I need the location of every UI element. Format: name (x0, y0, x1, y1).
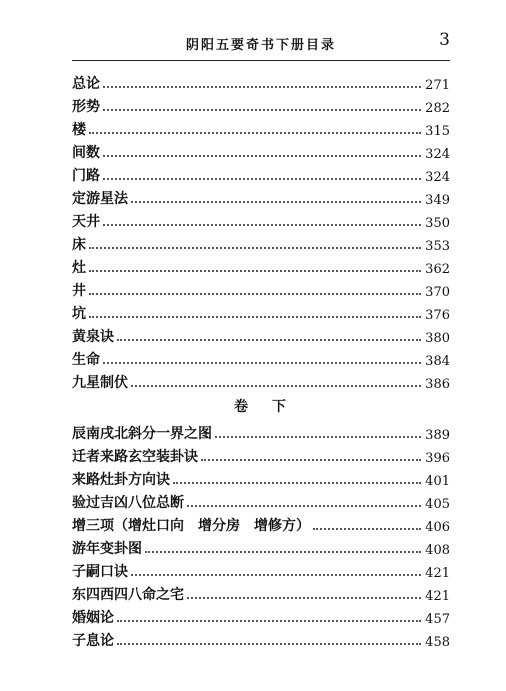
leader-dots (103, 155, 421, 157)
toc-entry-page: 401 (425, 474, 450, 489)
toc-entry[interactable] (72, 254, 450, 277)
toc-entry-title: 床 (72, 237, 86, 253)
toc-entry-title: 九星制伏 (72, 375, 128, 391)
toc-entry-page: 353 (425, 239, 450, 254)
toc-entry-page: 384 (425, 354, 450, 369)
toc-entry-page: 389 (425, 428, 450, 443)
toc-list-top (72, 70, 450, 392)
leader-dots (103, 86, 421, 88)
toc-entry-title: 辰南戌北斜分一界之图 (72, 426, 212, 442)
leader-dots (103, 362, 421, 364)
toc-list-bottom (72, 420, 450, 650)
toc-entry-title: 定游星法 (72, 191, 128, 207)
leader-dots (89, 270, 421, 272)
leader-dots (89, 132, 421, 134)
leader-dots (89, 293, 421, 295)
toc-entry-title: 子嗣口诀 (72, 564, 128, 580)
toc-entry-title: 井 (72, 283, 86, 299)
toc-entry-title: 黄泉诀 (72, 329, 114, 345)
toc-entry[interactable] (72, 369, 450, 392)
toc-entry-page: 421 (425, 589, 450, 604)
toc-entry[interactable] (72, 466, 450, 489)
toc-entry-title: 来路灶卦方向诀 (72, 472, 170, 488)
leader-dots (117, 339, 421, 341)
toc-entry-title: 迁者来路玄空装卦诀 (72, 449, 198, 465)
toc-entry-title: 总论 (72, 76, 100, 92)
toc-entry[interactable] (72, 70, 450, 93)
leader-dots (117, 620, 421, 622)
toc-entry[interactable] (72, 185, 450, 208)
leader-dots (313, 528, 421, 530)
table-of-contents (72, 70, 450, 650)
toc-entry-page: 350 (425, 216, 450, 231)
toc-entry[interactable] (72, 300, 450, 323)
toc-entry[interactable] (72, 604, 450, 627)
toc-entry-page: 380 (425, 331, 450, 346)
leader-dots (117, 643, 421, 645)
section-heading: 卷下 (234, 399, 310, 415)
toc-entry-page: 362 (425, 262, 450, 277)
leader-dots (89, 316, 421, 318)
header-rule (72, 60, 450, 61)
toc-entry[interactable] (72, 231, 450, 254)
toc-entry[interactable] (72, 346, 450, 369)
toc-entry-page: 386 (425, 377, 450, 392)
toc-entry-page: 349 (425, 193, 450, 208)
running-title: 阴阳五要奇书下册目录 (185, 38, 336, 53)
toc-entry[interactable] (72, 443, 450, 466)
toc-entry[interactable] (72, 93, 450, 116)
toc-entry-page: 324 (425, 147, 450, 162)
leader-dots (89, 247, 421, 249)
page-number: 3 (439, 30, 450, 50)
toc-entry-page: 370 (425, 285, 450, 300)
toc-entry-title: 验过吉凶八位总断 (72, 495, 184, 511)
page-header (72, 28, 450, 54)
leader-dots (187, 597, 421, 599)
toc-entry-title: 天井 (72, 214, 100, 230)
toc-entry-title: 间数 (72, 145, 100, 161)
toc-entry[interactable] (72, 162, 450, 185)
leader-dots (103, 178, 421, 180)
toc-entry[interactable] (72, 627, 450, 650)
toc-entry[interactable] (72, 489, 450, 512)
toc-entry-title: 婚姻论 (72, 610, 114, 626)
toc-entry-page: 421 (425, 566, 450, 581)
toc-entry-title: 灶 (72, 260, 86, 276)
toc-entry-title: 门路 (72, 168, 100, 184)
toc-entry[interactable] (72, 116, 450, 139)
toc-entry[interactable] (72, 581, 450, 604)
toc-entry-page: 315 (425, 124, 450, 139)
toc-entry-page: 458 (425, 635, 450, 650)
leader-dots (131, 201, 421, 203)
toc-entry-page: 324 (425, 170, 450, 185)
toc-entry-title: 生命 (72, 352, 100, 368)
toc-entry[interactable] (72, 277, 450, 300)
leader-dots (215, 436, 421, 438)
toc-entry[interactable] (72, 558, 450, 581)
toc-entry-title: 楼 (72, 122, 86, 138)
toc-entry-page: 396 (425, 451, 450, 466)
leader-dots (187, 505, 421, 507)
toc-entry-title: 坑 (72, 306, 86, 322)
toc-entry-page: 408 (425, 543, 450, 558)
toc-entry-title: 子息论 (72, 633, 114, 649)
toc-entry[interactable] (72, 535, 450, 558)
leader-dots (131, 574, 421, 576)
toc-entry-page: 457 (425, 612, 450, 627)
leader-dots (201, 459, 421, 461)
leader-dots (103, 224, 421, 226)
toc-entry-title: 东四西四八命之宅 (72, 587, 184, 603)
toc-entry[interactable] (72, 420, 450, 443)
toc-entry-title: 游年变卦图 (72, 541, 142, 557)
toc-entry-page: 406 (425, 520, 450, 535)
toc-entry-title: 形势 (72, 99, 100, 115)
toc-entry[interactable] (72, 139, 450, 162)
toc-entry-page: 271 (425, 78, 450, 93)
leader-dots (103, 109, 421, 111)
leader-dots (173, 482, 421, 484)
leader-dots (131, 385, 421, 387)
toc-entry-page: 405 (425, 497, 450, 512)
leader-dots (145, 551, 421, 553)
toc-entry-page: 376 (425, 308, 450, 323)
toc-entry[interactable] (72, 323, 450, 346)
toc-entry-title: 增三项（增灶口向 增分房 增修方） (72, 518, 310, 534)
toc-entry-page: 282 (425, 101, 450, 116)
toc-entry[interactable] (72, 208, 450, 231)
toc-entry[interactable] (72, 512, 450, 535)
